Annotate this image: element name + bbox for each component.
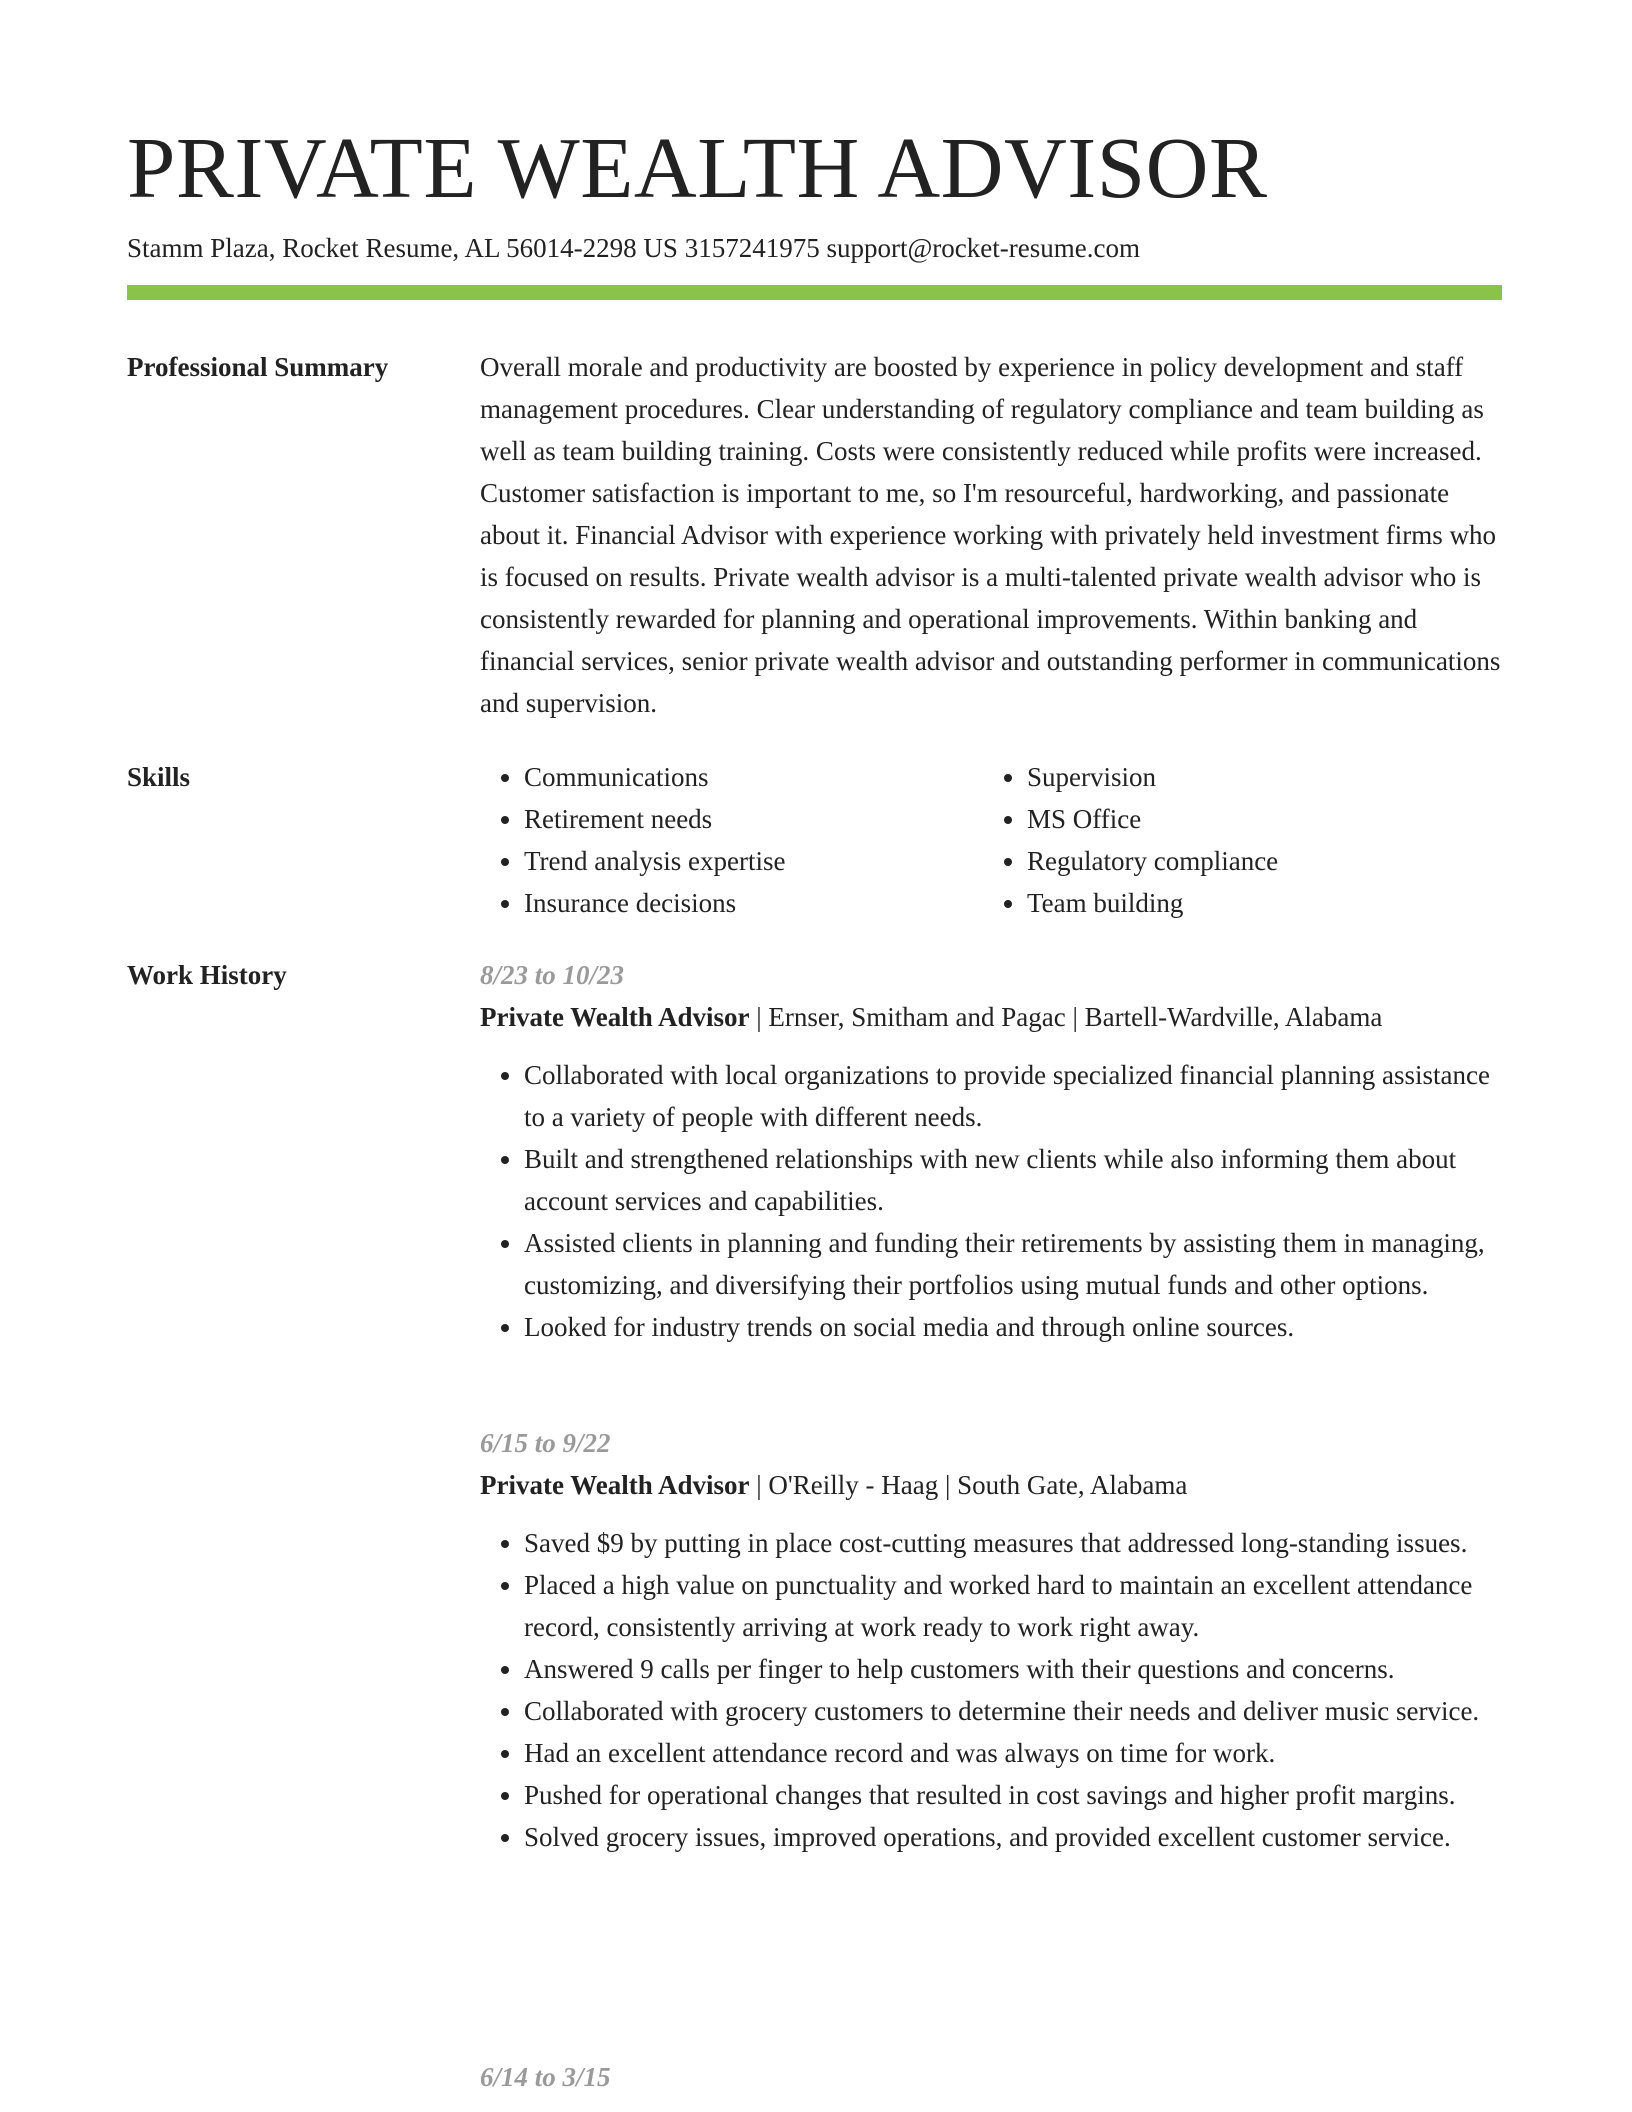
summary-text: Overall morale and productivity are boosted by experience in policy development and staff management procedures. Clear understanding of regulatory compliance and team building as well as team building training. Costs were consistently reduced while profits were increased. Customer satisfaction is important to me, so I'm resourceful, hardworking, and passionate about it. Financial Advisor with experience working with privately held investment firms who is focused on results. Private wealth advisor is a multi-talented private wealth advisor who is consistently rewarded for planning and operational improvements. Within banking and financial services, senior private wealth advisor and outstanding performer in communications and supervision. (480, 352, 1501, 718)
skill-item: • Communications (524, 756, 983, 798)
skills-list-left (480, 756, 983, 924)
job-dates: 8/23 to 10/23 (480, 960, 625, 990)
skills-grid (480, 756, 1505, 924)
skill-item: • Team building (1027, 882, 1486, 924)
job-title: Private Wealth Advisor (480, 1002, 750, 1032)
job-dates: 6/15 to 9/22 (480, 1428, 611, 1458)
skills-list-right (983, 756, 1486, 924)
job-bullet: • Collaborated with grocery customers to determine their needs and deliver music service. (524, 1690, 1505, 1732)
job-dates: 6/14 to 3/15 (480, 2062, 611, 2092)
job-entry-1 (480, 954, 1505, 1348)
summary-section-title: Professional Summary (127, 352, 389, 382)
job-entry-3 (480, 2056, 1505, 2098)
job-bullet: • Pushed for operational changes that resulted in cost savings and higher profit margins. (524, 1774, 1505, 1816)
job-title: Private Wealth Advisor (480, 1470, 750, 1500)
job-bullet: • Answered 9 calls per finger to help customers with their questions and concerns. (524, 1648, 1505, 1690)
skill-item: • Insurance decisions (524, 882, 983, 924)
skills-section (480, 756, 1505, 924)
job-bullet: • Built and strengthened relationships with new clients while also informing them about account services and capabilities. (524, 1138, 1505, 1222)
job-bullets (480, 1054, 1505, 1348)
job-bullet: • Solved grocery issues, improved operations, and provided excellent customer service. (524, 1816, 1505, 1858)
summary-section (480, 346, 1505, 724)
resume-name-heading: PRIVATE WEALTH ADVISOR (127, 119, 1268, 216)
skill-item: • Supervision (1027, 756, 1486, 798)
header-divider (127, 285, 1502, 300)
job-bullet: • Saved $9 by putting in place cost-cutting measures that addressed long-standing issues. (524, 1522, 1505, 1564)
job-title-line (480, 1464, 1505, 1506)
contact-info: Stamm Plaza, Rocket Resume, AL 56014-2298 US 3157241975 support@rocket-resume.com (127, 233, 1140, 263)
job-bullet: • Collaborated with local organizations to provide specialized financial planning assistance to a variety of people with different needs. (524, 1054, 1505, 1138)
job-bullet: • Looked for industry trends on social media and through online sources. (524, 1306, 1505, 1348)
skill-item: • Regulatory compliance (1027, 840, 1486, 882)
job-bullet: • Assisted clients in planning and funding their retirements by assisting them in managing, customizing, and diversifying their portfolios using mutual funds and other options. (524, 1222, 1505, 1306)
job-title-line (480, 996, 1505, 1038)
skill-item: • Retirement needs (524, 798, 983, 840)
skills-section-title: Skills (127, 762, 191, 792)
skill-item: • Trend analysis expertise (524, 840, 983, 882)
job-bullet: • Placed a high value on punctuality and worked hard to maintain an excellent attendance record, consistently arriving at work ready to work right away. (524, 1564, 1505, 1648)
job-bullets (480, 1522, 1505, 1858)
work-history-section-title: Work History (127, 960, 287, 990)
job-bullet: • Had an excellent attendance record and was always on time for work. (524, 1732, 1505, 1774)
job-company-location: | O'Reilly - Haag | South Gate, Alabama (749, 1470, 1188, 1500)
job-entry-2 (480, 1422, 1505, 1858)
skill-item: • MS Office (1027, 798, 1486, 840)
job-company-location: | Ernser, Smitham and Pagac | Bartell-Wardville, Alabama (749, 1002, 1383, 1032)
